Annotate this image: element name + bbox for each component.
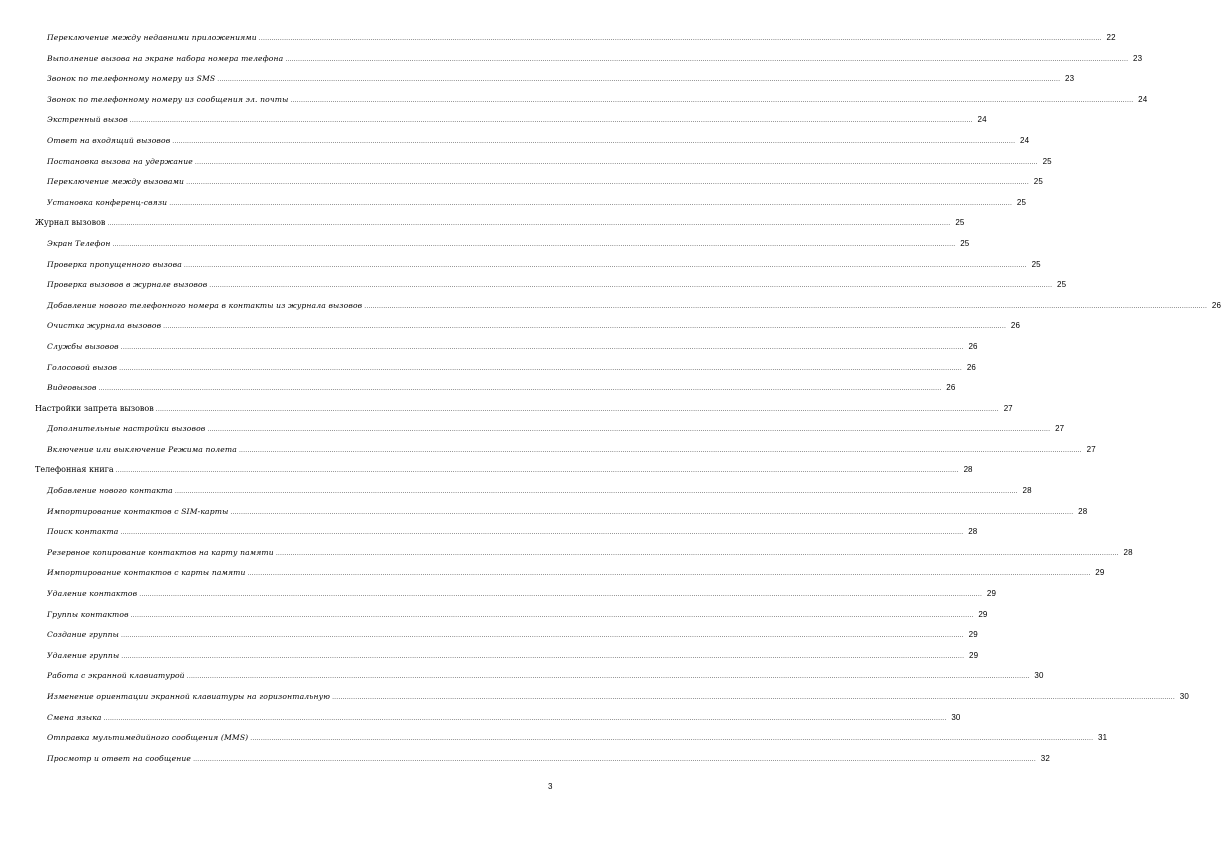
toc-subsection-entry[interactable] bbox=[0, 362, 977, 384]
toc-entry-page: 26 bbox=[966, 362, 977, 372]
toc-subsection-entry[interactable] bbox=[0, 321, 1021, 342]
toc-subsection-entry[interactable] bbox=[0, 609, 988, 631]
toc-entry-page: 30 bbox=[1034, 671, 1044, 681]
toc-entry-page: 22 bbox=[1106, 33, 1116, 42]
toc-entry-title: Экстренный вызов bbox=[47, 115, 128, 125]
table-of-contents bbox=[0, 33, 1221, 774]
toc-entry-title: Проверка вызовов в журнале вызовов bbox=[47, 280, 208, 290]
toc-entry-title: Видеовызов bbox=[47, 383, 97, 393]
toc-entry-page: 25 bbox=[960, 238, 970, 248]
toc-entry-page: 29 bbox=[978, 609, 988, 619]
toc-dot-leader: ................................................................................................................................................................................................................................................................................................................................................................................................................ bbox=[209, 282, 1053, 290]
toc-dot-leader: ................................................................................................................................................................................................................................................................................................................................................................................................................ bbox=[247, 570, 1091, 578]
toc-dot-leader: ................................................................................................................................................................................................................................................................................................................................................................................................................ bbox=[230, 508, 1074, 516]
toc-subsection-entry[interactable] bbox=[0, 74, 1075, 95]
toc-dot-leader: ................................................................................................................................................................................................................................................................................................................................................................................................................ bbox=[172, 137, 1016, 145]
toc-entry-title: Установка конференц-связи bbox=[47, 197, 168, 207]
toc-subsection-entry[interactable] bbox=[0, 383, 956, 404]
toc-dot-leader: ................................................................................................................................................................................................................................................................................................................................................................................................................ bbox=[250, 735, 1094, 743]
toc-entry-title: Постановка вызова на удержание bbox=[47, 156, 193, 166]
toc-dot-leader: ................................................................................................................................................................................................................................................................................................................................................................................................................ bbox=[120, 343, 964, 351]
toc-entry-title: Очистка журнала вызовов bbox=[47, 321, 162, 331]
toc-entry-title: Экран Телефон bbox=[47, 238, 111, 248]
toc-dot-leader: ................................................................................................................................................................................................................................................................................................................................................................................................................ bbox=[207, 426, 1051, 434]
toc-entry-title: Переключение между недавними приложениями bbox=[47, 33, 257, 42]
toc-entry-title: Работа с экранной клавиатурой bbox=[47, 671, 185, 681]
toc-entry-title: Поиск контакта bbox=[47, 527, 119, 537]
toc-subsection-entry[interactable] bbox=[0, 33, 1116, 54]
toc-entry-title: Переключение между вызовами bbox=[47, 177, 185, 187]
toc-entry-title: Группы контактов bbox=[47, 609, 129, 619]
toc-entry-page: 25 bbox=[1016, 197, 1027, 207]
toc-entry-title: Просмотр и ответ на сообщение bbox=[47, 753, 192, 763]
toc-dot-leader: ................................................................................................................................................................................................................................................................................................................................................................................................................ bbox=[98, 385, 942, 393]
toc-entry-title: Ответ на входящий вызовов bbox=[47, 135, 171, 145]
toc-subsection-entry[interactable] bbox=[0, 341, 978, 363]
toc-subsection-entry[interactable] bbox=[0, 650, 979, 672]
toc-subsection-entry[interactable] bbox=[0, 300, 1221, 322]
toc-dot-leader: ................................................................................................................................................................................................................................................................................................................................................................................................................ bbox=[186, 673, 1030, 681]
toc-subsection-entry[interactable] bbox=[0, 424, 1065, 445]
toc-subsection-entry[interactable] bbox=[0, 280, 1067, 301]
toc-entry-page: 26 bbox=[968, 341, 978, 351]
toc-dot-leader: ................................................................................................................................................................................................................................................................................................................................................................................................................ bbox=[121, 652, 965, 660]
toc-subsection-entry[interactable] bbox=[0, 156, 1052, 178]
toc-entry-page: 29 bbox=[968, 650, 979, 660]
toc-dot-leader: ................................................................................................................................................................................................................................................................................................................................................................................................................ bbox=[217, 76, 1061, 84]
toc-entry-title: Настройки запрета вызовов bbox=[35, 403, 154, 413]
toc-entry-title: Телефонная книга bbox=[35, 465, 114, 475]
toc-entry-title: Голосовой вызов bbox=[47, 362, 118, 372]
toc-entry-title: Проверка пропущенного вызова bbox=[47, 259, 182, 269]
toc-dot-leader: ................................................................................................................................................................................................................................................................................................................................................................................................................ bbox=[120, 529, 964, 537]
toc-subsection-entry[interactable] bbox=[0, 671, 1044, 692]
toc-entry-page: 30 bbox=[1179, 692, 1189, 701]
toc-section-entry[interactable] bbox=[0, 465, 973, 486]
toc-entry-title: Отправка мультимедийного сообщения (MMS) bbox=[47, 733, 249, 743]
toc-dot-leader: ................................................................................................................................................................................................................................................................................................................................................................................................................ bbox=[169, 199, 1013, 207]
toc-dot-leader: ................................................................................................................................................................................................................................................................................................................................................................................................................ bbox=[183, 261, 1027, 269]
toc-dot-leader: ................................................................................................................................................................................................................................................................................................................................................................................................................ bbox=[103, 714, 947, 722]
toc-entry-page: 24 bbox=[977, 115, 987, 125]
toc-entry-page: 25 bbox=[1056, 280, 1067, 290]
toc-dot-leader: ................................................................................................................................................................................................................................................................................................................................................................................................................ bbox=[115, 467, 959, 475]
toc-entry-page: 32 bbox=[1040, 753, 1050, 763]
toc-entry-title: Удаление контактов bbox=[47, 589, 138, 599]
toc-dot-leader: ................................................................................................................................................................................................................................................................................................................................................................................................................ bbox=[193, 755, 1036, 763]
toc-dot-leader: ................................................................................................................................................................................................................................................................................................................................................................................................................ bbox=[194, 158, 1038, 166]
toc-subsection-entry[interactable] bbox=[0, 630, 978, 651]
toc-entry-page: 26 bbox=[1010, 321, 1021, 331]
toc-dot-leader: ................................................................................................................................................................................................................................................................................................................................................................................................................ bbox=[163, 323, 1007, 331]
toc-dot-leader: ................................................................................................................................................................................................................................................................................................................................................................................................................ bbox=[332, 694, 1175, 701]
toc-dot-leader: ................................................................................................................................................................................................................................................................................................................................................................................................................ bbox=[112, 240, 956, 248]
toc-entry-title: Импортирование контактов с карты памяти bbox=[47, 568, 246, 578]
toc-entry-title: Дополнительные настройки вызовов bbox=[47, 424, 206, 434]
toc-dot-leader: ................................................................................................................................................................................................................................................................................................................................................................................................................ bbox=[119, 364, 963, 372]
toc-entry-page: 24 bbox=[1019, 135, 1030, 145]
toc-subsection-entry[interactable] bbox=[0, 486, 1032, 507]
toc-dot-leader: ................................................................................................................................................................................................................................................................................................................................................................................................................ bbox=[130, 611, 974, 619]
toc-entry-page: 23 bbox=[1133, 53, 1143, 63]
toc-entry-title: Смена языка bbox=[47, 712, 102, 722]
toc-entry-title: Звонок по телефонному номеру из SMS bbox=[47, 74, 216, 84]
toc-entry-page: 27 bbox=[1003, 403, 1013, 413]
toc-subsection-entry[interactable] bbox=[0, 259, 1041, 281]
toc-subsection-entry[interactable] bbox=[0, 589, 997, 610]
toc-entry-title: Включение или выключение Режима полета bbox=[47, 444, 237, 454]
toc-entry-title: Изменение ориентации экранной клавиатуры на горизонтальную bbox=[47, 692, 331, 701]
page-number: 3 bbox=[548, 782, 553, 791]
toc-dot-leader: ................................................................................................................................................................................................................................................................................................................................................................................................................ bbox=[139, 591, 983, 599]
toc-entry-title: Журнал вызовов bbox=[35, 218, 106, 228]
toc-subsection-entry[interactable] bbox=[0, 506, 1088, 528]
toc-entry-title: Добавление нового телефонного номера в контакты из журнала вызовов bbox=[47, 300, 363, 310]
toc-subsection-entry[interactable] bbox=[0, 733, 1108, 754]
toc-subsection-entry[interactable] bbox=[0, 177, 1043, 198]
toc-subsection-entry[interactable] bbox=[0, 53, 1143, 75]
toc-section-entry[interactable] bbox=[0, 218, 965, 239]
toc-subsection-entry[interactable] bbox=[0, 547, 1133, 569]
toc-entry-page: 30 bbox=[951, 712, 961, 722]
toc-entry-page: 23 bbox=[1064, 74, 1075, 84]
toc-subsection-entry[interactable] bbox=[0, 527, 978, 548]
toc-subsection-entry[interactable] bbox=[0, 197, 1027, 219]
toc-subsection-entry[interactable] bbox=[0, 238, 970, 260]
toc-dot-leader: ................................................................................................................................................................................................................................................................................................................................................................................................................ bbox=[129, 117, 973, 125]
toc-dot-leader: ................................................................................................................................................................................................................................................................................................................................................................................................................ bbox=[107, 220, 951, 228]
toc-dot-leader: ................................................................................................................................................................................................................................................................................................................................................................................................................ bbox=[258, 35, 1102, 42]
toc-entry-page: 29 bbox=[986, 589, 997, 599]
toc-dot-leader: ................................................................................................................................................................................................................................................................................................................................................................................................................ bbox=[275, 549, 1119, 557]
toc-entry-page: 31 bbox=[1097, 733, 1108, 743]
toc-subsection-entry[interactable] bbox=[0, 712, 961, 734]
toc-entry-title: Выполнение вызова на экране набора номера телефона bbox=[47, 53, 284, 63]
toc-entry-page: 28 bbox=[1123, 547, 1133, 557]
toc-dot-leader: ................................................................................................................................................................................................................................................................................................................................................................................................................ bbox=[364, 302, 1208, 310]
toc-entry-title: Создание группы bbox=[47, 630, 119, 640]
toc-entry-page: 25 bbox=[1042, 156, 1052, 166]
toc-section-entry[interactable] bbox=[0, 403, 1013, 425]
toc-dot-leader: ................................................................................................................................................................................................................................................................................................................................................................................................................ bbox=[290, 96, 1134, 104]
toc-entry-title: Удаление группы bbox=[47, 650, 120, 660]
toc-entry-page: 28 bbox=[1022, 486, 1032, 496]
toc-entry-page: 25 bbox=[1031, 259, 1041, 269]
toc-dot-leader: ................................................................................................................................................................................................................................................................................................................................................................................................................ bbox=[186, 179, 1029, 187]
toc-entry-page: 26 bbox=[946, 383, 956, 393]
toc-entry-title: Добавление нового контакта bbox=[47, 486, 173, 496]
toc-dot-leader: ................................................................................................................................................................................................................................................................................................................................................................................................................ bbox=[174, 488, 1018, 496]
toc-entry-title: Резервное копирование контактов на карту памяти bbox=[47, 547, 274, 557]
toc-subsection-entry[interactable] bbox=[0, 135, 1030, 157]
toc-dot-leader: ................................................................................................................................................................................................................................................................................................................................................................................................................ bbox=[238, 446, 1082, 454]
toc-dot-leader: ................................................................................................................................................................................................................................................................................................................................................................................................................ bbox=[285, 55, 1129, 63]
toc-entry-title: Службы вызовов bbox=[47, 341, 119, 351]
toc-entry-page: 29 bbox=[1095, 568, 1105, 578]
toc-dot-leader: ................................................................................................................................................................................................................................................................................................................................................................................................................ bbox=[155, 405, 999, 413]
toc-entry-title: Звонок по телефонному номеру из сообщения эл. почты bbox=[47, 94, 289, 104]
toc-subsection-entry[interactable] bbox=[0, 692, 1189, 713]
toc-entry-page: 28 bbox=[963, 465, 973, 475]
toc-entry-page: 27 bbox=[1086, 444, 1096, 454]
toc-entry-page: 27 bbox=[1055, 424, 1065, 434]
toc-subsection-entry[interactable] bbox=[0, 568, 1105, 589]
toc-subsection-entry[interactable] bbox=[0, 444, 1096, 466]
toc-entry-page: 25 bbox=[1033, 177, 1043, 187]
toc-entry-page: 26 bbox=[1211, 300, 1221, 310]
toc-entry-page: 29 bbox=[968, 630, 978, 640]
toc-entry-title: Импортирование контактов с SIM-карты bbox=[47, 506, 229, 516]
toc-entry-page: 28 bbox=[1078, 506, 1088, 516]
toc-subsection-entry[interactable] bbox=[0, 753, 1050, 775]
toc-entry-page: 28 bbox=[968, 527, 978, 537]
toc-dot-leader: ................................................................................................................................................................................................................................................................................................................................................................................................................ bbox=[120, 632, 964, 640]
toc-entry-page: 24 bbox=[1138, 94, 1148, 104]
toc-subsection-entry[interactable] bbox=[0, 94, 1148, 116]
toc-entry-page: 25 bbox=[955, 218, 965, 228]
toc-subsection-entry[interactable] bbox=[0, 115, 987, 136]
